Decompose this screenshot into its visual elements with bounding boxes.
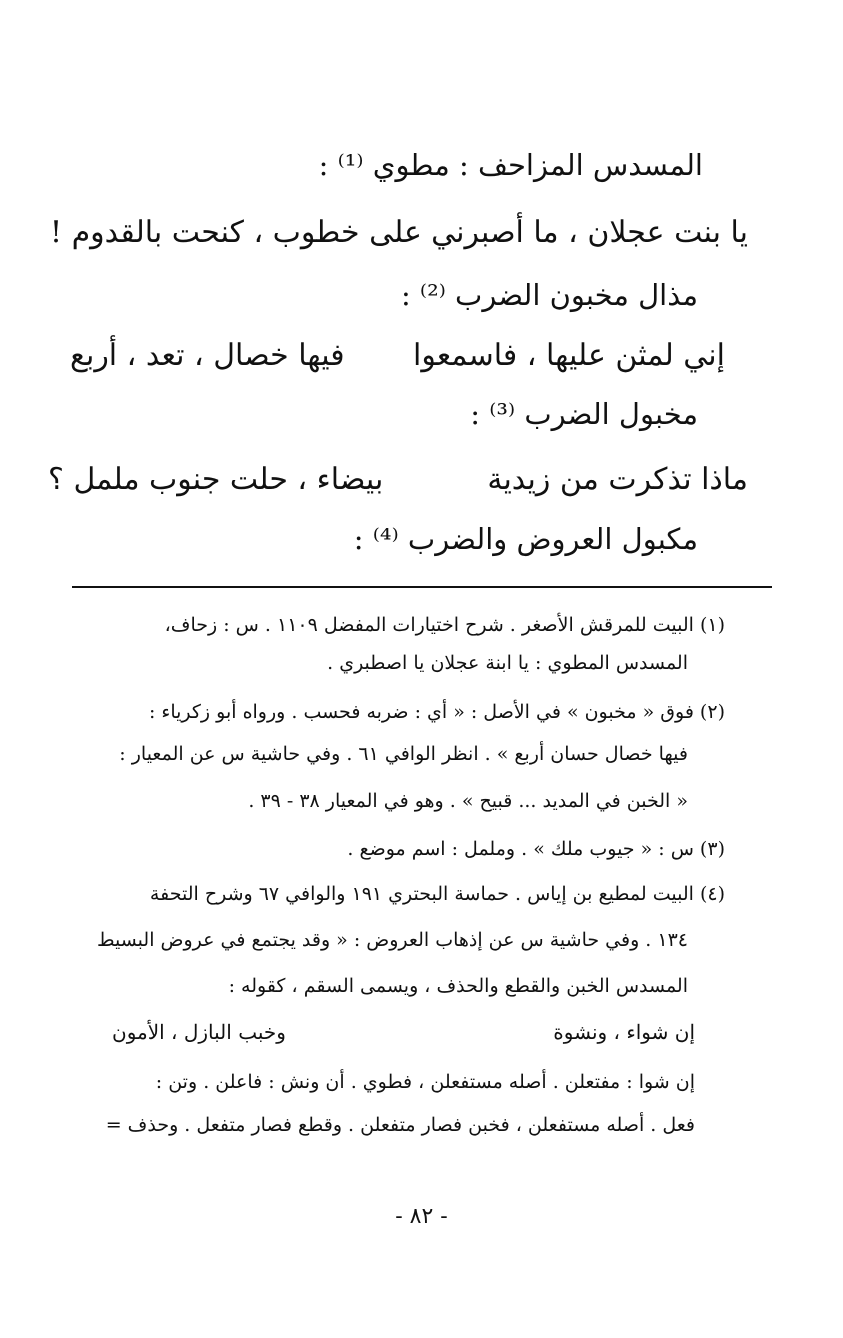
section-heading-mudhal-makhbun: مذال مخبون الضرب ⁽²⁾ : (400, 278, 698, 312)
footnote-4-line-2: ١٣٤ . وفي حاشية س عن إذهاب العروض : « وقد يجتمع في عروض البسيط (96, 929, 688, 951)
section-heading-makhbul: مخبول الضرب ⁽³⁾ : (470, 397, 698, 431)
footnote-separator (72, 586, 772, 588)
section-heading-matwi: المسدس المزاحف : مطوي ⁽¹⁾ : (318, 148, 703, 182)
footnote-1-line-1: (١) البيت للمرقش الأصغر . شرح اختيارات المفضل ١١٠٩ . س : زحاف، (164, 614, 725, 636)
footnote-4-line-5: إن شوا : مفتعلن . أصله مستفعلن ، فطوي . أن ونش : فاعلن . وتن : (155, 1071, 695, 1093)
footnote-2-line-3: « الخبن في المديد ... قبيح » . وهو في المعيار ٣٨ - ٣٩ . (248, 790, 688, 812)
footnote-3-line-1: (٣) س : « جيوب ملك » . وململ : اسم موضع . (347, 838, 725, 860)
footnote-2-line-2: فيها خصال حسان أربع » . انظر الوافي ٦١ . وفي حاشية س عن المعيار : (119, 743, 688, 765)
verse-2-first-hemistich: إني لمثن عليها ، فاسمعوا (412, 338, 725, 373)
footnote-4-line-1: (٤) البيت لمطيع بن إياس . حماسة البحتري ١٩١ والوافي ٦٧ وشرح التحفة (149, 883, 725, 905)
verse-3-first-hemistich: ماذا تذكرت من زيدية (487, 462, 748, 497)
footnote-1-line-2: المسدس المطوي : يا ابنة عجلان يا اصطبري . (327, 652, 688, 674)
verse-1-first-hemistich: يا بنت عجلان ، ما أصبرني (431, 215, 748, 250)
verse-2-second-hemistich: فيها خصال ، تعد ، أربع (70, 338, 345, 373)
footnote-4-verse-second-hemistich: وخبب البازل ، الأمون (112, 1020, 286, 1044)
page-number: - ٨٢ - (395, 1204, 448, 1229)
section-heading-makbul: مكبول العروض والضرب ⁽⁴⁾ : (353, 522, 698, 556)
verse-3-second-hemistich: بيضاء ، حلت جنوب ململ ؟ (48, 462, 384, 497)
footnote-4-line-6: فعل . أصله مستفعلن ، فخبن فصار متفعلن . وقطع فصار متفعل . وحذف = (105, 1114, 695, 1136)
footnote-2-line-1: (٢) فوق « مخبون » في الأصل : « أي : ضربه فحسب . ورواه أبو زكرياء : (148, 701, 725, 723)
footnote-4-line-3: المسدس الخبن والقطع والحذف ، ويسمى السقم ، كقوله : (228, 975, 688, 997)
verse-1-second-hemistich: على خطوب ، كنحت بالقدوم ! (50, 215, 422, 250)
footnote-4-verse-first-hemistich: إن شواء ، ونشوة (553, 1020, 695, 1044)
